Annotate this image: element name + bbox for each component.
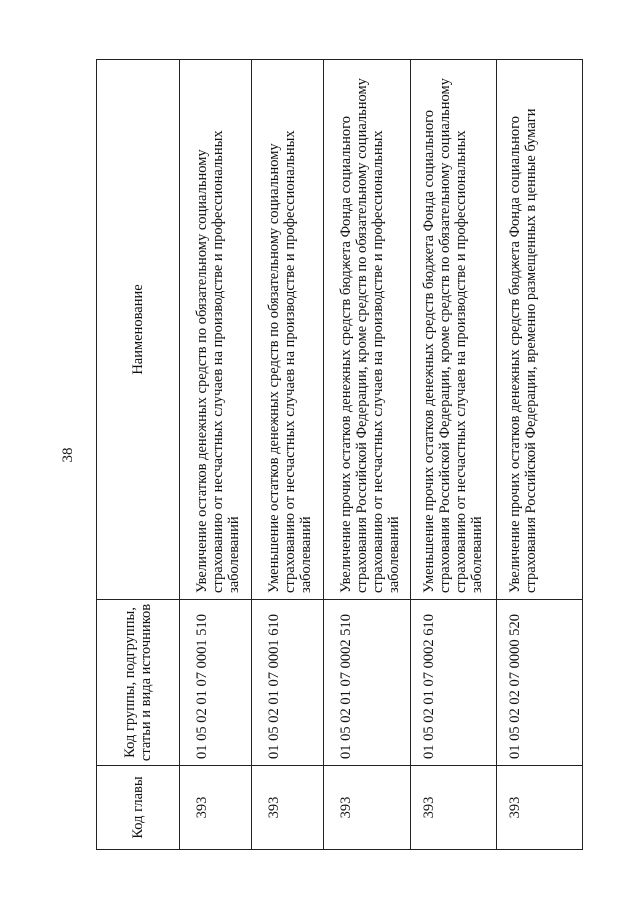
name-cell: Уменьшение прочих остатков денежных средств бюджета Фонда социального страхования Российской Федерации, кроме средств по обязательному социальному страхованию от несчастных случаев на производстве и профессиональных заболеваний: [411, 60, 497, 600]
source-code-cell: 01 05 02 01 07 0001 510: [180, 600, 252, 766]
header-name: Наименование: [97, 60, 180, 600]
table-row: [497, 60, 583, 850]
header-source-code: Код группы, подгруппы, статьи и вида источников: [97, 600, 180, 766]
table-row: [324, 60, 411, 850]
name-cell: Увеличение прочих остатков денежных средств бюджета Фонда социального страхования Российской Федерации, кроме средств по обязательному социальному страхованию от несчастных случаев на производстве и профессиональных заболеваний: [324, 60, 411, 600]
header-chapter-code: Код главы: [97, 766, 180, 850]
chapter-code-cell: 393: [252, 766, 324, 850]
source-code-cell: 01 05 02 01 07 0001 610: [252, 600, 324, 766]
source-code-cell: 01 05 02 02 07 0000 520: [497, 600, 583, 766]
table-header-row: [97, 60, 180, 850]
table-row: [180, 60, 252, 850]
rotated-page-content: [60, 60, 580, 850]
table-row: [411, 60, 497, 850]
chapter-code-cell: 393: [411, 766, 497, 850]
sources-table: [96, 59, 583, 850]
name-cell: Увеличение прочих остатков денежных средств бюджета Фонда социального страхования Российской Федерации, временно размещенных в ценные бумаги: [497, 60, 583, 600]
table-row: [252, 60, 324, 850]
chapter-code-cell: 393: [324, 766, 411, 850]
page-number: 38: [60, 447, 76, 463]
name-cell: Уменьшение остатков денежных средств по обязательному социальному страхованию от несчастных случаев на производстве и профессиональных заболеваний: [252, 60, 324, 600]
name-cell: Увеличение остатков денежных средств по обязательному социальному страхованию от несчастных случаев на производстве и профессиональных заболеваний: [180, 60, 252, 600]
source-code-cell: 01 05 02 01 07 0002 610: [411, 600, 497, 766]
chapter-code-cell: 393: [180, 766, 252, 850]
chapter-code-cell: 393: [497, 766, 583, 850]
source-code-cell: 01 05 02 01 07 0002 510: [324, 600, 411, 766]
